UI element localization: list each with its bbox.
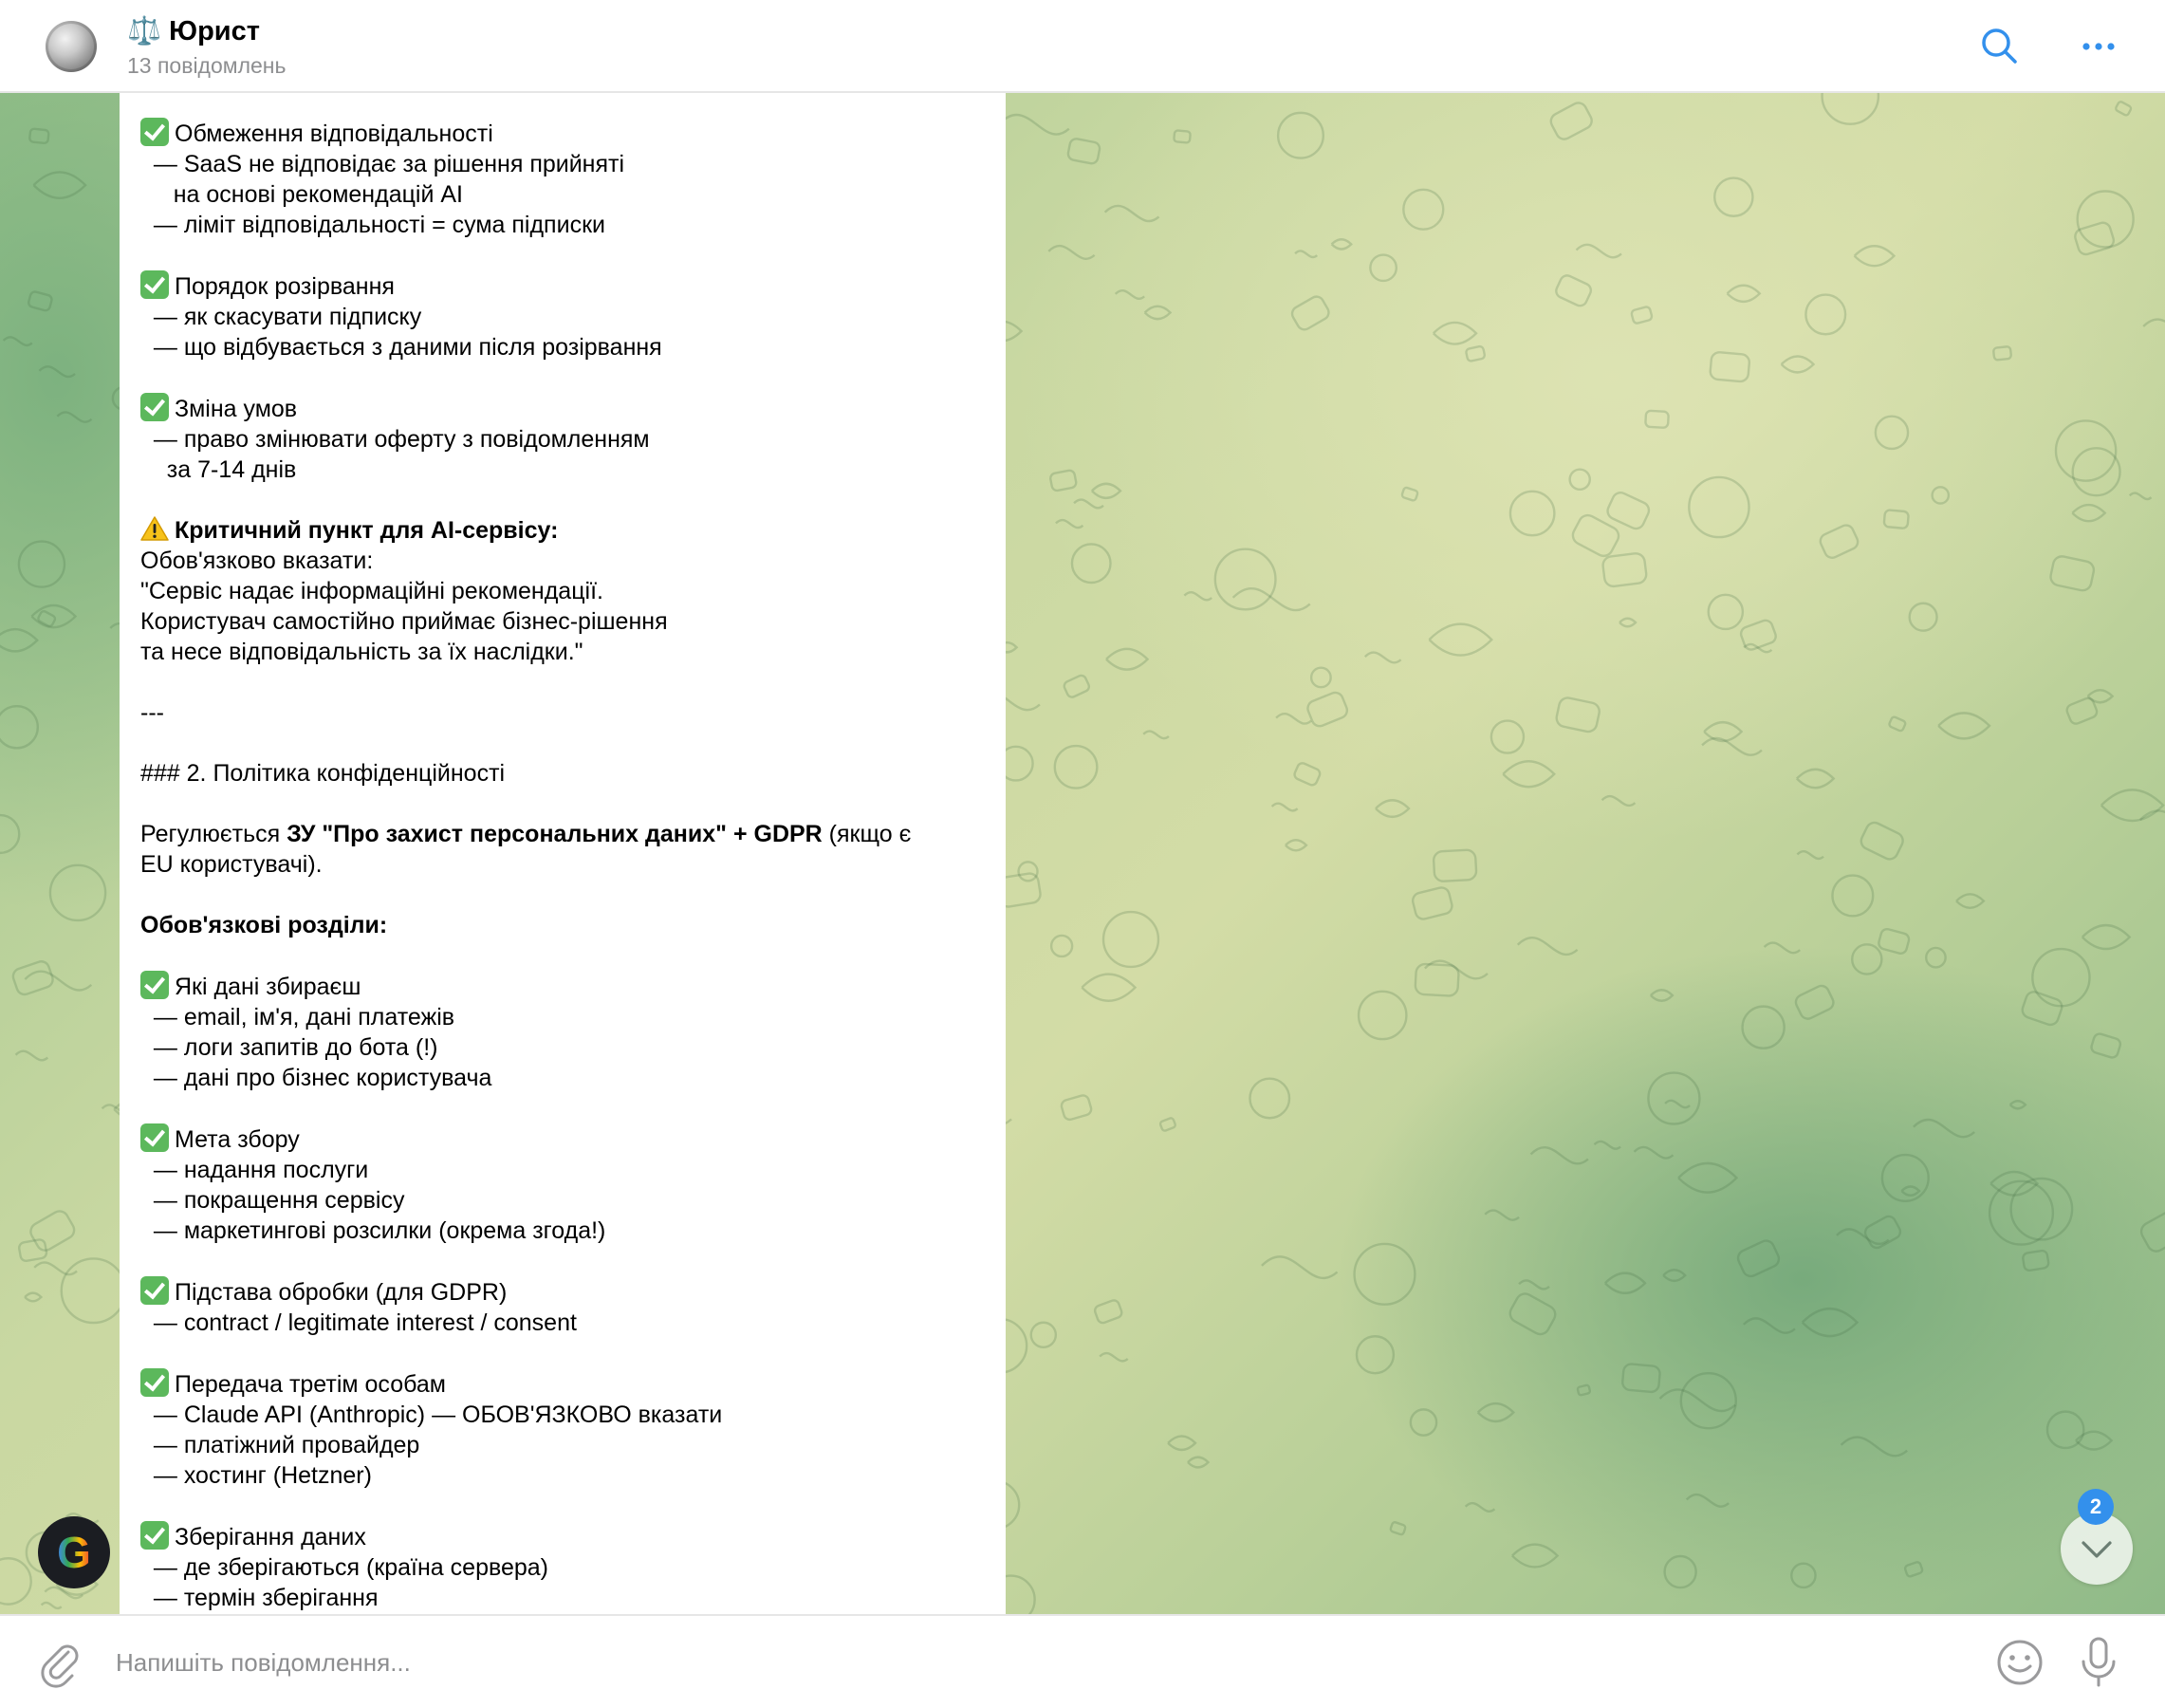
wallpaper-doodle	[1485, 1211, 1519, 1220]
wallpaper-doodle	[2049, 555, 2096, 592]
check-mark-icon	[140, 118, 169, 146]
blank-line	[140, 1246, 987, 1276]
message-line	[140, 758, 987, 789]
wallpaper-doodle	[1060, 1094, 1092, 1121]
message-line	[140, 1400, 987, 1430]
message-line-text: на основі рекомендацій AI	[140, 181, 464, 208]
wallpaper-doodle	[1577, 1384, 1590, 1395]
wallpaper-doodle	[2010, 1101, 2026, 1108]
wallpaper-doodle	[1876, 417, 1908, 449]
check-mark-icon	[140, 971, 169, 999]
wallpaper-doodle	[1548, 100, 1595, 141]
wallpaper-doodle	[1797, 851, 1823, 859]
wallpaper-doodle	[1744, 1318, 1795, 1332]
wallpaper-doodle	[1793, 983, 1836, 1021]
message-line-text: — право змінювати оферту з повідомленням	[140, 426, 650, 453]
wallpaper-doodle	[1888, 716, 1906, 733]
message-line	[140, 576, 987, 606]
message-line-text: — ліміт відповідальності = сума підписки	[140, 212, 605, 238]
wallpaper-doodle	[1289, 294, 1331, 332]
message-line-text: ---	[140, 699, 164, 726]
message-line-text: — email, ім'я, дані платежів	[140, 1004, 455, 1030]
wallpaper-doodle	[1293, 762, 1322, 787]
check-mark-icon	[140, 1521, 169, 1550]
message-line	[140, 1185, 987, 1216]
checklist-heading	[140, 393, 987, 424]
message-line	[140, 637, 987, 667]
checklist-heading	[140, 971, 987, 1002]
wallpaper-doodle	[1645, 411, 1669, 428]
message-line-text: та несе відповідальність за їх наслідки."	[140, 639, 583, 665]
checklist-heading	[140, 118, 987, 149]
wallpaper-doodle	[1401, 487, 1418, 501]
wallpaper-doodle	[1215, 549, 1276, 610]
emoji-icon[interactable]	[1992, 1635, 2047, 1690]
wallpaper-doodle	[1000, 115, 1069, 135]
composer-bar	[0, 1614, 2165, 1708]
wallpaper-doodle	[2072, 505, 2104, 521]
wallpaper-doodle	[1631, 306, 1653, 325]
message-line	[140, 1155, 987, 1185]
wallpaper-doodle	[1765, 943, 1801, 954]
message-count: 13 повідомлень	[127, 53, 287, 78]
wallpaper-doodle	[1910, 603, 1937, 631]
message-line	[140, 1552, 987, 1583]
message-line-part: (якщо є	[822, 821, 912, 847]
wallpaper-doodle	[62, 1258, 126, 1323]
wallpaper-doodle	[11, 959, 55, 996]
wallpaper-doodle	[39, 366, 75, 377]
wallpaper-doodle	[1491, 721, 1524, 753]
wallpaper-doodle	[2090, 1032, 2121, 1059]
message-line-text: — надання послуги	[140, 1157, 369, 1183]
message-line-text: — SaaS не відповідає за рішення прийняті	[140, 151, 625, 177]
wallpaper-doodle	[1531, 1147, 1588, 1163]
more-icon[interactable]	[2073, 21, 2124, 72]
wallpaper-doodle	[50, 865, 105, 920]
wallpaper-doodle	[1305, 690, 1349, 728]
search-icon[interactable]	[1973, 21, 2025, 72]
wallpaper-doodle	[1143, 732, 1169, 739]
wallpaper-doodle	[2047, 1412, 2083, 1448]
wallpaper-doodle	[1648, 1073, 1699, 1124]
wallpaper-doodle	[1622, 1364, 1661, 1393]
wallpaper-doodle	[1651, 990, 1673, 1001]
checklist-heading	[140, 1123, 987, 1155]
wallpaper-doodle	[1411, 886, 1453, 921]
wallpaper-doodle	[1355, 1244, 1416, 1305]
wallpaper-doodle	[1855, 246, 1895, 266]
wallpaper-doodle	[1332, 239, 1352, 249]
blank-line	[140, 940, 987, 971]
wallpaper-doodle	[2020, 990, 2063, 1027]
wallpaper-doodle	[1832, 876, 1873, 917]
wallpaper-doodle	[1359, 992, 1406, 1039]
wallpaper-doodle	[1466, 345, 1486, 362]
wallpaper-doodle	[1415, 964, 1459, 996]
wallpaper-doodle	[1411, 1409, 1436, 1435]
wallpaper-doodle	[1702, 738, 1762, 755]
wallpaper-doodle	[1188, 1457, 1208, 1468]
wallpaper-doodle	[1576, 245, 1620, 257]
wallpaper-doodle	[1429, 624, 1491, 656]
wallpaper-doodle	[1605, 490, 1652, 530]
wallpaper-doodle	[1938, 713, 1989, 738]
chat-header	[0, 0, 2165, 93]
blank-line	[140, 1338, 987, 1368]
wallpaper-doodle	[1518, 938, 1578, 955]
wallpaper-doodle	[1100, 1353, 1128, 1361]
wallpaper-doodle	[2022, 1250, 2048, 1271]
wallpaper-doodle	[1072, 544, 1111, 583]
wallpaper-doodle	[2138, 1208, 2165, 1254]
wallpaper-doodle	[1168, 1437, 1195, 1450]
checklist-heading	[140, 1368, 987, 1400]
wallpaper-doodle	[1055, 746, 1098, 789]
message-line-text: EU користувачі).	[140, 851, 323, 878]
wallpaper-doodle	[1262, 1256, 1338, 1278]
wallpaper-doodle	[1063, 674, 1090, 698]
wallpaper-doodle	[1510, 492, 1554, 535]
wallpaper-doodle	[1570, 470, 1590, 490]
message-line-text: за 7-14 днів	[140, 456, 297, 483]
message-line-text: — Claude API (Anthropic) — ОБОВ'ЯЗКОВО вказати	[140, 1402, 723, 1428]
wallpaper-doodle	[1665, 1101, 1690, 1107]
message-line-text: — contract / legitimate interest / consent	[140, 1309, 577, 1336]
message-line-text: "Сервіс надає інформаційні рекомендації.	[140, 578, 603, 604]
wallpaper-doodle	[0, 1558, 31, 1604]
wallpaper-doodle	[1507, 1290, 1558, 1337]
message-line-text: Зберігання даних	[175, 1524, 366, 1550]
message-line-text: Які дані збираєш	[175, 974, 361, 1000]
wallpaper-doodle	[1709, 595, 1743, 629]
wallpaper-doodle	[2073, 448, 2120, 495]
wallpaper-doodle	[1092, 484, 1120, 498]
wallpaper-doodle	[1926, 948, 1945, 967]
wallpaper-doodle	[28, 1208, 77, 1253]
message-bubble[interactable]	[120, 93, 1006, 1614]
message-line-text: Критичний пункт для AI-сервісу:	[175, 517, 559, 544]
wallpaper-doodle	[1663, 1270, 1685, 1281]
wallpaper-doodle	[33, 172, 85, 197]
wallpaper-doodle	[1710, 352, 1750, 382]
message-line-text: Мета збору	[175, 1126, 300, 1153]
message-line-text: Обмеження відповідальності	[175, 121, 493, 147]
wallpaper-doodle	[1094, 1299, 1123, 1325]
wallpaper-doodle	[1823, 93, 1878, 124]
wallpaper-doodle	[37, 610, 56, 627]
message-line-text: Зміна умов	[175, 396, 298, 422]
wallpaper-doodle	[1311, 668, 1331, 688]
wallpaper-doodle	[1914, 1120, 1974, 1137]
wallpaper-doodle	[1595, 1142, 1621, 1149]
message-line	[140, 849, 987, 880]
wallpaper-doodle	[1159, 1117, 1175, 1131]
message-line	[140, 1308, 987, 1338]
checklist-heading	[140, 1521, 987, 1552]
wallpaper-doodle	[1049, 470, 1077, 492]
wallpaper-doodle	[57, 412, 91, 421]
wallpaper-doodle	[1681, 1373, 1736, 1428]
wallpaper-doodle	[1116, 290, 1144, 299]
wallpaper-doodle	[1728, 286, 1760, 302]
wallpaper-doodle	[2130, 493, 2152, 499]
wallpaper-doodle	[1956, 894, 1984, 907]
wallpaper-doodle	[2088, 690, 2113, 702]
wallpaper-doodle	[1357, 1336, 1394, 1373]
wallpaper-doodle	[1901, 1186, 1919, 1195]
chat-avatar[interactable]	[46, 21, 97, 72]
message-line-text: — дані про бізнес користувача	[140, 1065, 492, 1091]
wallpaper-doodle	[1370, 255, 1396, 281]
wallpaper-doodle	[1791, 1564, 1815, 1587]
warning-heading	[140, 515, 987, 546]
wallpaper-doodle	[2115, 101, 2132, 116]
wallpaper-doodle	[1862, 1214, 1902, 1250]
message-line-text: ### 2. Політика конфіденційності	[140, 760, 506, 787]
message-line	[140, 819, 987, 849]
wallpaper-doodle	[1233, 588, 1310, 610]
message-line	[140, 149, 987, 179]
wallpaper-doodle	[1859, 820, 1906, 862]
checklist-heading	[140, 270, 987, 302]
wallpaper-doodle	[1145, 306, 1171, 319]
wallpaper-doodle	[1074, 500, 1103, 509]
message-line	[140, 697, 987, 728]
message-line	[140, 210, 987, 240]
message-line	[140, 1063, 987, 1093]
message-line	[140, 910, 987, 940]
message-line-part: ЗУ "Про захист персональних даних" + GDPR	[287, 821, 823, 847]
message-line	[140, 302, 987, 332]
wallpaper-doodle	[1933, 487, 1949, 503]
wallpaper-doodle	[1605, 1273, 1645, 1293]
wallpaper-doodle	[1067, 138, 1101, 164]
message-line-text: — як скасувати підписку	[140, 304, 422, 330]
message-line	[140, 1460, 987, 1491]
blank-line	[140, 485, 987, 515]
wallpaper-doodle	[1904, 1561, 1923, 1577]
wallpaper-doodle	[2073, 221, 2116, 256]
wallpaper-doodle	[1660, 1389, 1736, 1411]
wallpaper-doodle	[1103, 912, 1158, 967]
wallpaper-doodle	[1106, 649, 1148, 670]
wallpaper-doodle	[1805, 295, 1845, 335]
wallpaper-doodle	[2143, 320, 2165, 337]
wallpaper-doodle	[1884, 510, 1909, 529]
wallpaper-doodle	[1714, 178, 1752, 216]
check-mark-icon	[140, 1368, 169, 1397]
wallpaper-doodle	[1249, 1079, 1289, 1119]
wallpaper-doodle	[1503, 761, 1554, 787]
blank-line	[140, 1093, 987, 1123]
message-line	[140, 1216, 987, 1246]
wallpaper-doodle	[0, 629, 37, 651]
wallpaper-doodle	[42, 1603, 62, 1608]
wallpaper-doodle	[1466, 1503, 1495, 1512]
wallpaper-doodle	[1634, 1147, 1673, 1159]
wallpaper-doodle	[2078, 192, 2134, 248]
wallpaper-doodle	[1797, 770, 1834, 788]
message-line	[140, 332, 987, 362]
wallpaper-doodle	[1993, 346, 2011, 361]
microphone-icon[interactable]	[2072, 1633, 2125, 1690]
message-input[interactable]	[114, 1635, 1920, 1690]
message-line	[140, 424, 987, 455]
wallpaper-doodle	[1841, 1438, 1908, 1457]
message-line-text: — маркетингові розсилки (окрема згода!)	[140, 1217, 606, 1244]
blank-line	[140, 667, 987, 697]
blank-line	[140, 362, 987, 393]
message-line-text: — логи запитів до бота (!)	[140, 1034, 438, 1061]
wallpaper-doodle	[1782, 356, 1814, 372]
message-line	[140, 606, 987, 637]
wallpaper-doodle	[1174, 130, 1191, 142]
wallpaper-doodle	[1019, 862, 1038, 881]
wallpaper-doodle	[1276, 714, 1311, 723]
wallpaper-doodle	[1048, 246, 1094, 259]
wallpaper-doodle	[1704, 722, 1741, 741]
wallpaper-doodle	[1365, 653, 1401, 663]
blank-line	[140, 728, 987, 758]
warning-icon	[140, 515, 169, 542]
message-line-text: Передача третім особам	[175, 1371, 446, 1398]
wallpaper-doodle	[1687, 1494, 1729, 1507]
wallpaper-doodle	[1286, 840, 1306, 850]
wallpaper-doodle	[1519, 1280, 1549, 1289]
message-line-text: Обов'язково вказати:	[140, 548, 374, 574]
wallpaper-doodle	[1803, 1309, 1858, 1336]
wallpaper-doodle	[1512, 1545, 1558, 1568]
blank-line	[140, 789, 987, 819]
wallpaper-doodle	[1602, 796, 1636, 806]
blank-line	[140, 1491, 987, 1521]
wallpaper-doodle	[1051, 936, 1072, 956]
wallpaper-doodle	[1434, 323, 1476, 344]
wallpaper-doodle	[25, 1293, 41, 1302]
wallpaper-doodle	[1184, 592, 1212, 600]
wallpaper-doodle	[1056, 520, 1082, 528]
wallpaper-doodle	[1689, 477, 1749, 537]
wallpaper-doodle	[1434, 849, 1477, 882]
wallpaper-doodle	[1403, 190, 1443, 230]
blank-line	[140, 240, 987, 270]
check-mark-icon	[140, 270, 169, 299]
wallpaper-doodle	[1678, 1163, 1736, 1193]
message-line-text: — хостинг (Hetzner)	[140, 1462, 372, 1489]
wallpaper-doodle	[1818, 523, 1860, 560]
message-line-text: Підстава обробки (для GDPR)	[175, 1279, 508, 1306]
message-line	[140, 1032, 987, 1063]
wallpaper-doodle	[28, 290, 53, 311]
wallpaper-doodle	[29, 128, 49, 143]
wallpaper-doodle	[1105, 206, 1159, 221]
unread-badge: 2	[2078, 1489, 2114, 1525]
wallpaper-doodle	[1837, 1229, 1889, 1244]
wallpaper-doodle	[1554, 273, 1593, 308]
wallpaper-doodle	[2082, 925, 2130, 949]
message-line-part: Регулюється	[140, 821, 287, 847]
wallpaper-doodle	[0, 706, 38, 748]
wallpaper-doodle	[4, 337, 32, 345]
message-line-text: — термін зберігання	[140, 1585, 379, 1611]
checklist-heading	[140, 1276, 987, 1308]
message-line	[140, 1430, 987, 1460]
message-line	[140, 455, 987, 485]
message-line	[140, 546, 987, 576]
message-line-text: Порядок розірвання	[175, 273, 395, 300]
paperclip-icon[interactable]	[34, 1637, 85, 1688]
message-line	[140, 1002, 987, 1032]
message-line-text: — що відбувається з даними після розірвання	[140, 334, 662, 361]
wallpaper-doodle	[25, 972, 91, 991]
wallpaper-doodle	[2101, 789, 2163, 821]
wallpaper-doodle	[1619, 619, 1636, 626]
wallpaper-doodle	[1390, 1521, 1406, 1534]
chat-background[interactable]	[0, 93, 2165, 1614]
message-line-text: Обов'язкові розділи:	[140, 912, 388, 938]
check-mark-icon	[140, 1123, 169, 1152]
wallpaper-doodle	[0, 815, 19, 853]
chat-title[interactable]: ⚖️ Юрист	[127, 16, 260, 46]
message-line	[140, 1583, 987, 1613]
wallpaper-doodle	[1878, 928, 1911, 956]
wallpaper-doodle	[1989, 1181, 2053, 1245]
blank-line	[140, 880, 987, 910]
wallpaper-doodle	[16, 1051, 48, 1061]
message-line-text: — платіжний провайдер	[140, 1432, 420, 1458]
wallpaper-doodle	[1602, 552, 1648, 587]
wallpaper-doodle	[1555, 696, 1601, 733]
check-mark-icon	[140, 1276, 169, 1305]
wallpaper-doodle	[1735, 1238, 1782, 1279]
wallpaper-doodle	[1665, 1556, 1696, 1587]
wallpaper-doodle	[1376, 800, 1409, 816]
sender-avatar[interactable]: G	[38, 1516, 110, 1588]
wallpaper-doodle	[19, 542, 65, 587]
wallpaper-doodle	[1278, 113, 1323, 158]
wallpaper-doodle	[45, 1587, 83, 1598]
wallpaper-doodle	[1295, 251, 1317, 257]
wallpaper-doodle	[1852, 944, 1881, 974]
message-line-text: — покращення сервісу	[140, 1187, 405, 1214]
wallpaper-doodle	[1272, 804, 1298, 811]
wallpaper-doodle	[2032, 949, 2089, 1006]
message-line-text: — де зберігаються (країна сервера)	[140, 1554, 549, 1581]
check-mark-icon	[140, 393, 169, 421]
wallpaper-doodle	[1082, 975, 1135, 1001]
message-line-text: Користувач самостійно приймає бізнес-рішення	[140, 608, 668, 635]
wallpaper-doodle	[1478, 1403, 1514, 1421]
wallpaper-doodle	[1031, 1323, 1056, 1347]
message-line	[140, 179, 987, 210]
wallpaper-doodle	[1743, 1007, 1785, 1049]
